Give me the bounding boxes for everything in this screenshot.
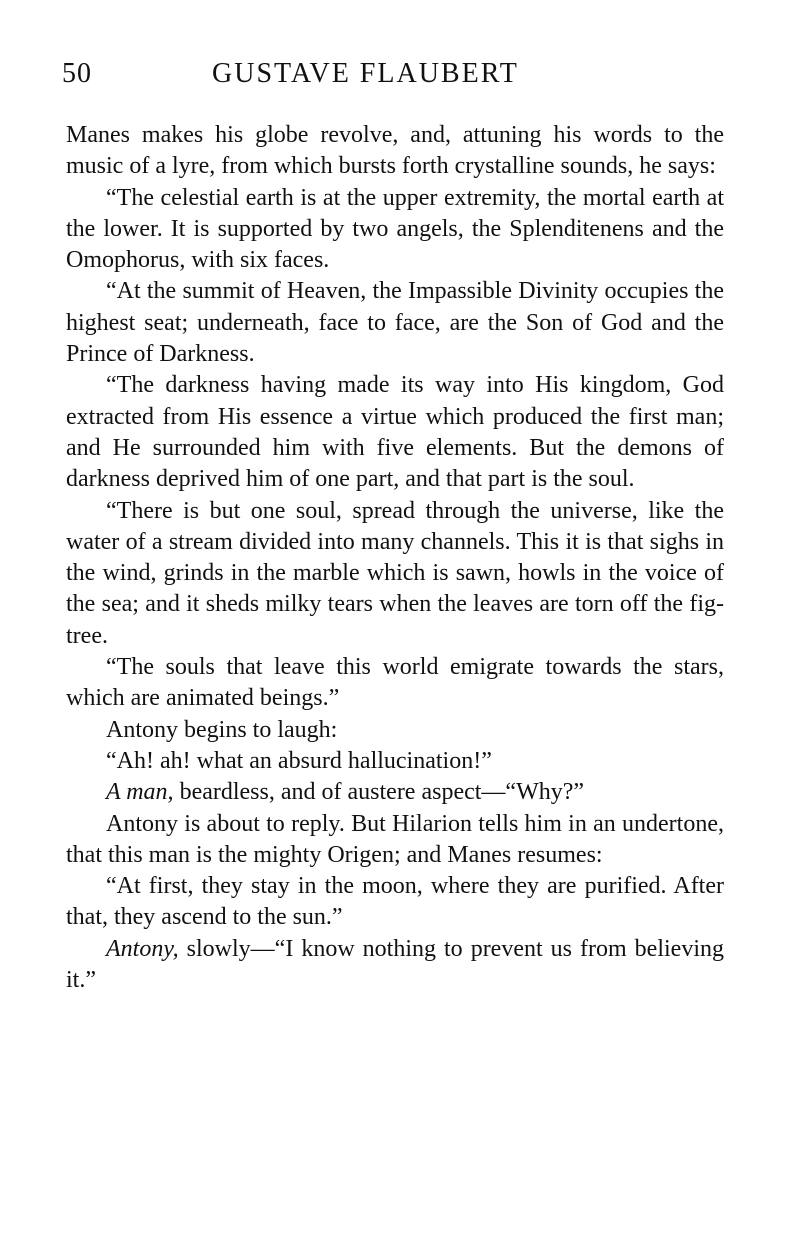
paragraph <box>66 934 724 997</box>
page-header <box>62 58 724 98</box>
paragraph: Antony begins to laugh: <box>106 716 338 743</box>
paragraph: Manes makes his globe revolve, and, attuning his words to the music of a lyre, from which bursts forth crystalline sounds, he says: <box>66 122 724 180</box>
paragraph <box>66 777 724 808</box>
speaker-name: Antony, <box>106 935 179 962</box>
paragraph: “The celestial earth is at the upper extremity, the mortal earth at the lower. It is supported by two angels, the Splenditenens and the Omophorus, with six faces. <box>66 184 724 274</box>
paragraph-text: slowly—“I know nothing to prevent us from believing it.” <box>66 935 724 994</box>
paragraph: “At the summit of Heaven, the Impassible Divinity occupies the highest seat; underneath, face to face, are the Son of God and the Prince of Darkness. <box>66 278 724 368</box>
speaker-name: A man, <box>106 779 174 806</box>
paragraph-text: beardless, and of austere aspect—“Why?” <box>173 779 585 806</box>
paragraph: “There is but one soul, spread through the universe, like the water of a stream divided into many channels. This it is that sighs in the wind, grinds in the marble which is sawn, howls in the voice of the sea; and it sheds milky tears when the leaves are torn off the fig-tree. <box>66 497 724 649</box>
paragraph: “The darkness having made its way into His kingdom, God extracted from His essence a virtue which produced the first man; and He surrounded him with five elements. But the demons of darkness deprived him of one part, and that part is the soul. <box>66 372 724 493</box>
running-title: GUSTAVE FLAUBERT <box>212 58 519 89</box>
page-number: 50 <box>62 58 92 89</box>
paragraph: “The souls that leave this world emigrate towards the stars, which are animated beings.” <box>66 654 724 712</box>
paragraph: “At first, they stay in the moon, where they are purified. After that, they ascend to the sun.” <box>66 873 724 931</box>
paragraph: Antony is about to reply. But Hilarion tells him in an undertone, that this man is the mighty Origen; and Manes resumes: <box>66 810 724 868</box>
body-text <box>66 120 724 996</box>
paragraph: “Ah! ah! what an absurd hallucination!” <box>106 747 492 774</box>
